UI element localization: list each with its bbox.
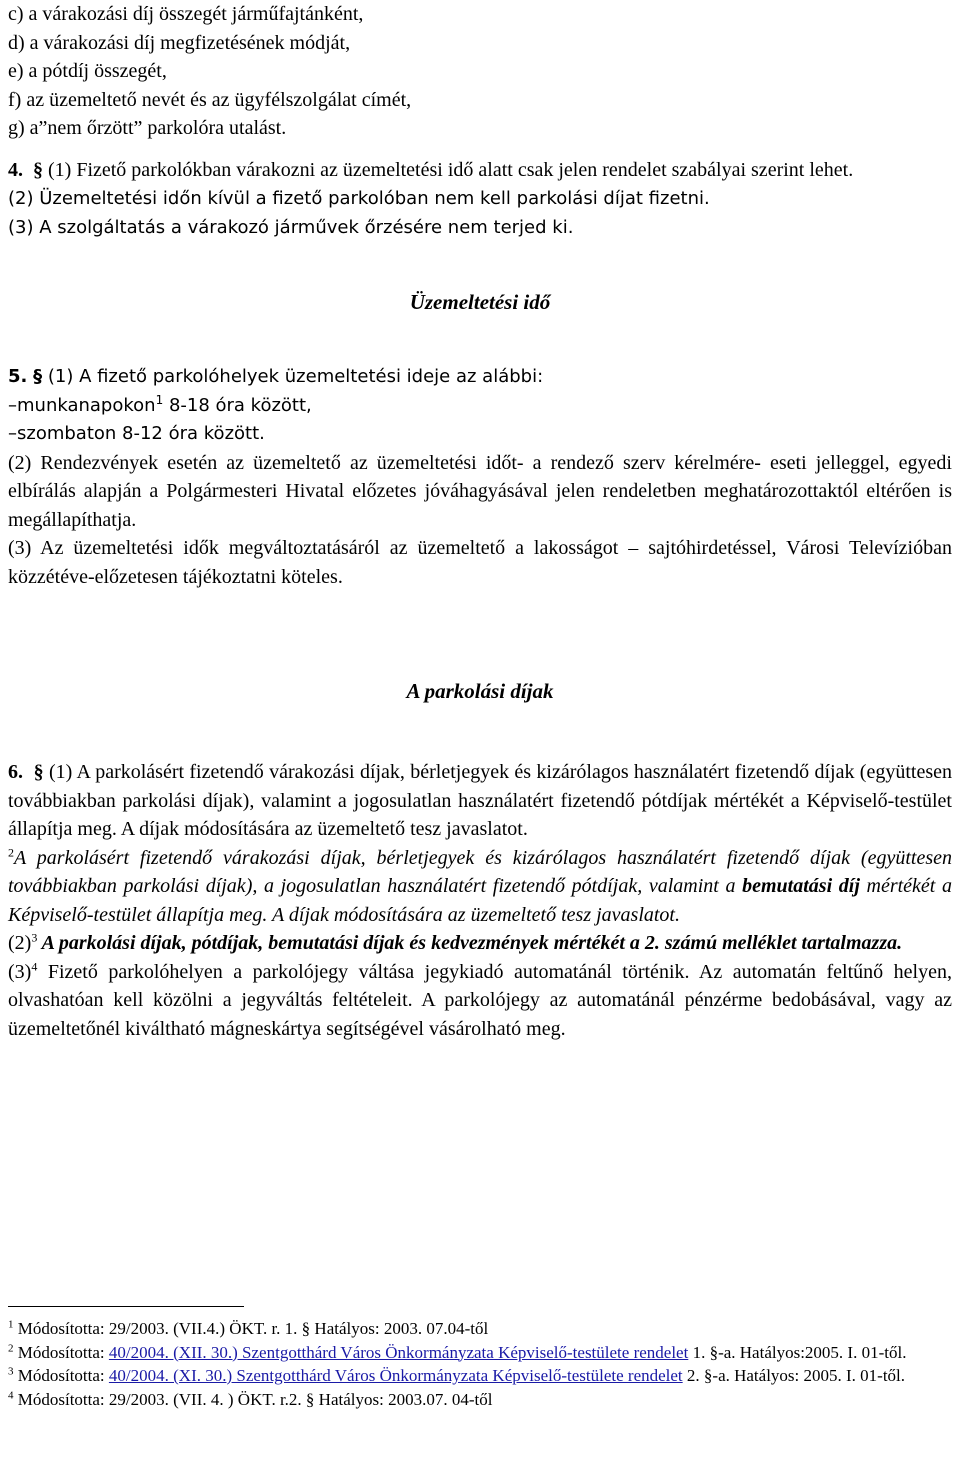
footnote-ref[interactable]: 2 [8,844,14,859]
section-4 [8,156,952,243]
section-5-para-3: (3) Az üzemeltetési idők megváltoztatásáról az üzemeltető a lakosságot – sajtóhirdetéssel, Városi Televízióban közzétéve-előzetesen tájékoztatni köteles. [8,537,952,588]
footnote-ref[interactable]: 4 [31,958,38,973]
footnote: $^2$ Módosította: 40/2004. (XII. 30.) Szentgotthárd Város Önkormányzata Képviselő-testülete rendelet 1. §-a. Hatályos:2005. I. 01-től. [8,1341,907,1362]
section-4-para-2: (2) Üzemeltetési időn kívül a fizető parkolóban nem kell parkolási díjat fizetni. [8,188,710,209]
list-item: –szombaton 8-12 óra között. [8,423,265,444]
footnotes [8,1317,952,1411]
section-6 [8,758,952,1043]
section-number: 4. [8,158,23,181]
section-number: 6. [8,761,23,783]
section-6-para-1b: $^2$A parkolásért fizetendő várakozási díjak, bérletjegyek és kizárólagos használatért fizetendő díjak (együttesen továbbiakban parkolási díjak), a jogosulatlan használatért fizetendő pótdíjak, valamint a bemutatási díj mértékét a Képviselő-testület állapítja meg. A díjak módosítására az üzemeltető tesz javaslatot. [8,844,952,926]
footnote-link[interactable]: 40/2004. (XI. 30.) Szentgotthárd Város Önkormányzata Képviselő-testülete rendelet [108,1366,683,1385]
list-item: f) az üzemeltető nevét és az ügyfélszolgálat címét, [8,88,412,111]
section-6-para-1: (1) A parkolásért fizetendő várakozási díjak, bérletjegyek és kizárólagos használatért fizetendő díjak (együttesen továbbiakban parkolási díjak), valamint a jogosulatlan használatért fizetendő pótdíjak mértékét a Képviselő-testület állapítja meg. A díjak módosítására az üzemeltető tesz javaslatot. [8,761,952,840]
section-5 [8,363,952,449]
top-list [8,0,952,143]
footnote-link[interactable]: 40/2004. (XII. 30.) Szentgotthárd Város Önkormányzata Képviselő-testülete rendelet [108,1342,689,1362]
section-4-para-3: (3) A szolgáltatás a várakozó járművek őrzésére nem terjed ki. [8,217,574,238]
section-heading: A parkolási díjak [406,679,554,703]
section-heading: Üzemeltetési idő [409,290,551,314]
list-item: d) a várakozási díj megfizetésének módját, [8,31,351,54]
footnote-separator [8,1306,244,1307]
list-item: c) a várakozási díj összegét járműfajtánként, [8,3,364,25]
footnote: $^3$ Módosította: 40/2004. (XI. 30.) Szentgotthárd Város Önkormányzata Képviselő-testülete rendelet 2. §-a. Hatályos: 2005. I. 01-től. [8,1365,906,1385]
paragraph-sign: § [33,366,43,387]
footnote: $^4$ Módosította: 29/2003. (VII. 4. ) ÖKT. r.2. § Hatályos: 2003.07. 04-től [8,1388,493,1409]
list-item: –munkanapokon$^1$ 8-18 óra között, [8,392,312,416]
paragraph-sign: § [33,158,43,181]
footnote: $^1$ Módosította: 29/2003. (VII.4.) ÖKT. r. 1. § Hatályos: 2003. 07.04-től [8,1318,489,1338]
section-5-para-1: (1) A fizető parkolóhelyek üzemeltetési ideje az alábbi: [47,366,544,387]
section-6-para-3: $(3)^4$ Fizető parkolóhelyen a parkolójegy váltása jegykiadó automatánál történik. Az automatán feltűnő helyen, olvashatóan kell közölni a jegyváltás feltételeit. A parkolójegy az automatánál pénzérme bedobásával, vagy az üzemeltetőnél kiváltható mágneskártya segítségével vásárolható meg. [8,958,952,1040]
paragraph-sign: § [33,761,44,783]
list-item: e) a pótdíj összegét, [8,60,167,82]
section-6-para-2: $(2)^3$ A parkolási díjak, pótdíjak, bemutatási díjak és kedvezmények mértékét a 2. számú melléklet tartalmazza. [8,930,903,954]
section-5-para-2: (2) Rendezvények esetén az üzemeltető az üzemeltetési időt- a rendező szerv kérelmére- eseti jelleggel, egyedi elbírálás alapján a Polgármesteri Hivatal előzetes jóváhagyásával jelen rendeletben meghatározottaktól eltérően is megállapíthatja. [8,451,952,531]
section-4-para-1: (1) Fizető parkolókban várakozni az üzemeltetési idő alatt csak jelen rendelet szabályai szerint lehet. [48,158,854,181]
list-item: g) a”nem őrzött” parkolóra utalást. [8,117,287,139]
footnote-ref[interactable]: 1 [155,392,164,407]
section-number: 5. [8,366,28,387]
footnote-ref[interactable]: 3 [31,930,38,945]
